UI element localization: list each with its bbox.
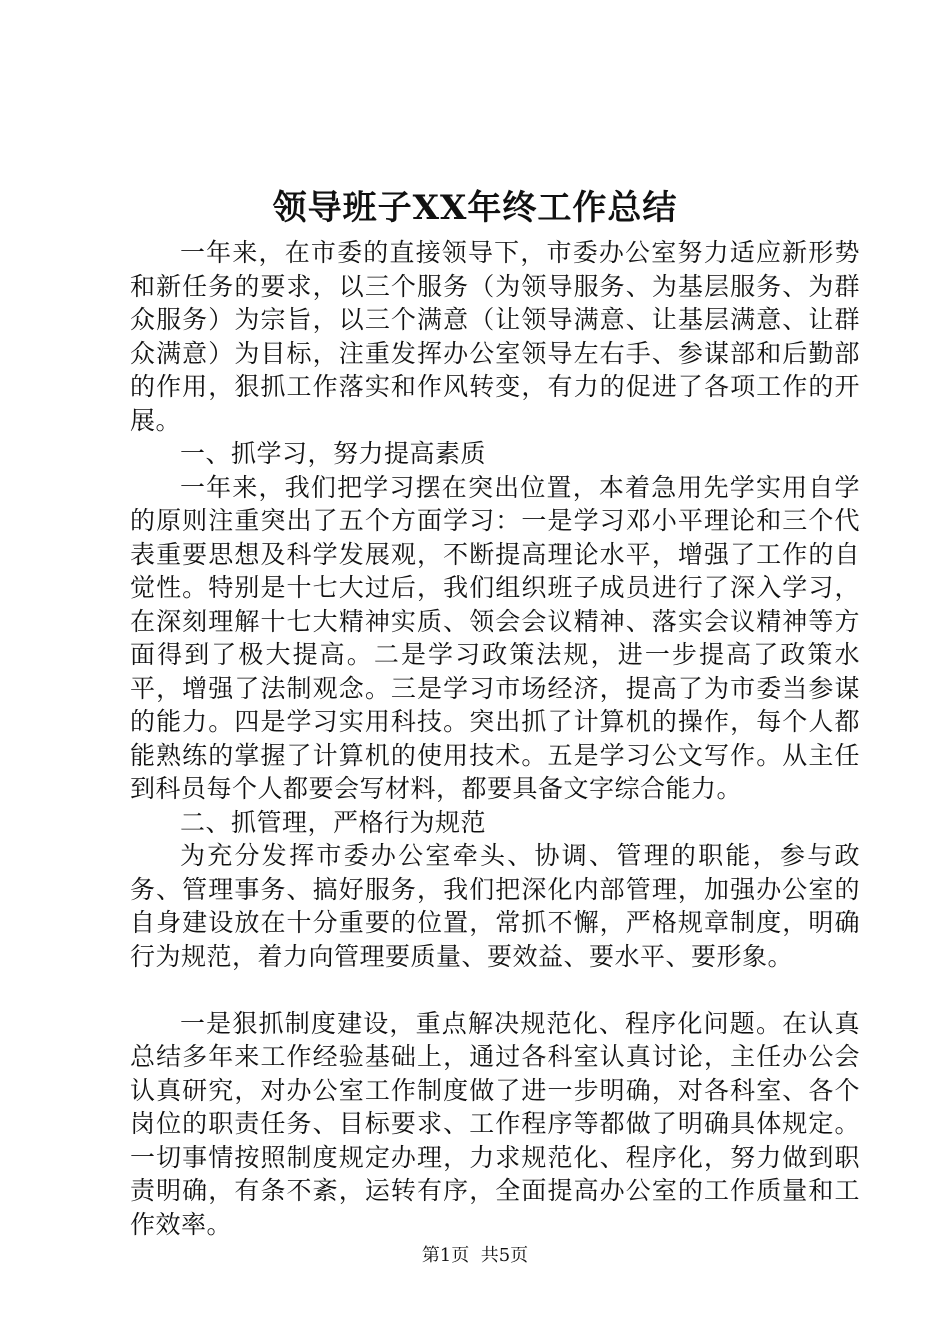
section-heading-1: 一、抓学习，努力提高素质 bbox=[180, 439, 487, 468]
section-1-paragraph: 一年来，我们把学习摆在突出位置，本着急用先学实用自学的原则注重突出了五个方面学习：一是学习邓小平理论和三个代表重要思想及科学发展观，不断提高理论水平，增强了工作的自觉性。特别是十七大过后，我们组织班子成员进行了深入学习，在深刻理解十七大精神实质、领会会议精神、落实会议精神等方面得到了极大提高。二是学习政策法规，进一步提高了政策水平，增强了法制观念。三是学习市场经济，提高了为市委当参谋的能力。四是学习实用科技。突出抓了计算机的操作，每个人都能熟练的掌握了计算机的使用技术。五是学习公文写作。从主任到科员每个人都要会写材料，都要具备文字综合能力。 bbox=[130, 472, 860, 803]
section-2-subparagraph: 一是狠抓制度建设，重点解决规范化、程序化问题。在认真总结多年来工作经验基础上，通过各科室认真讨论，主任办公会认真研究，对办公室工作制度做了进一步明确，对各科室、各个岗位的职责任务、目标要求、工作程序等都做了明确具体规定。一切事情按照制度规定办理，力求规范化、程序化，努力做到职责明确，有条不紊，运转有序，全面提高办公室的工作质量和工作效率。 bbox=[130, 1008, 860, 1239]
page-number: 第1页 bbox=[421, 1245, 470, 1266]
section-heading-2: 二、抓管理，严格行为规范 bbox=[180, 807, 487, 837]
page-total: 共5页 bbox=[480, 1245, 529, 1266]
intro-paragraph: 一年来，在市委的直接领导下，市委办公室努力适应新形势和新任务的要求，以三个服务（为领导服务、为基层服务、为群众服务）为宗旨，以三个满意（让领导满意、让基层满意、让群众满意）为目标，注重发挥办公室领导左右手、参谋部和后勤部的作用，狠抓工作落实和作风转变，有力的促进了各项工作的开展。 bbox=[130, 238, 860, 435]
section-2-paragraph: 为充分发挥市委办公室牵头、协调、管理的职能，参与政务、管理事务、搞好服务，我们把深化内部管理，加强办公室的自身建设放在十分重要的位置，常抓不懈，严格规章制度，明确行为规范，着力向管理要质量、要效益、要水平、要形象。 bbox=[130, 841, 860, 971]
page-footer bbox=[0, 1244, 950, 1268]
document-body bbox=[130, 236, 860, 1241]
document-title: 领导班子XX年终工作总结 bbox=[272, 188, 678, 228]
